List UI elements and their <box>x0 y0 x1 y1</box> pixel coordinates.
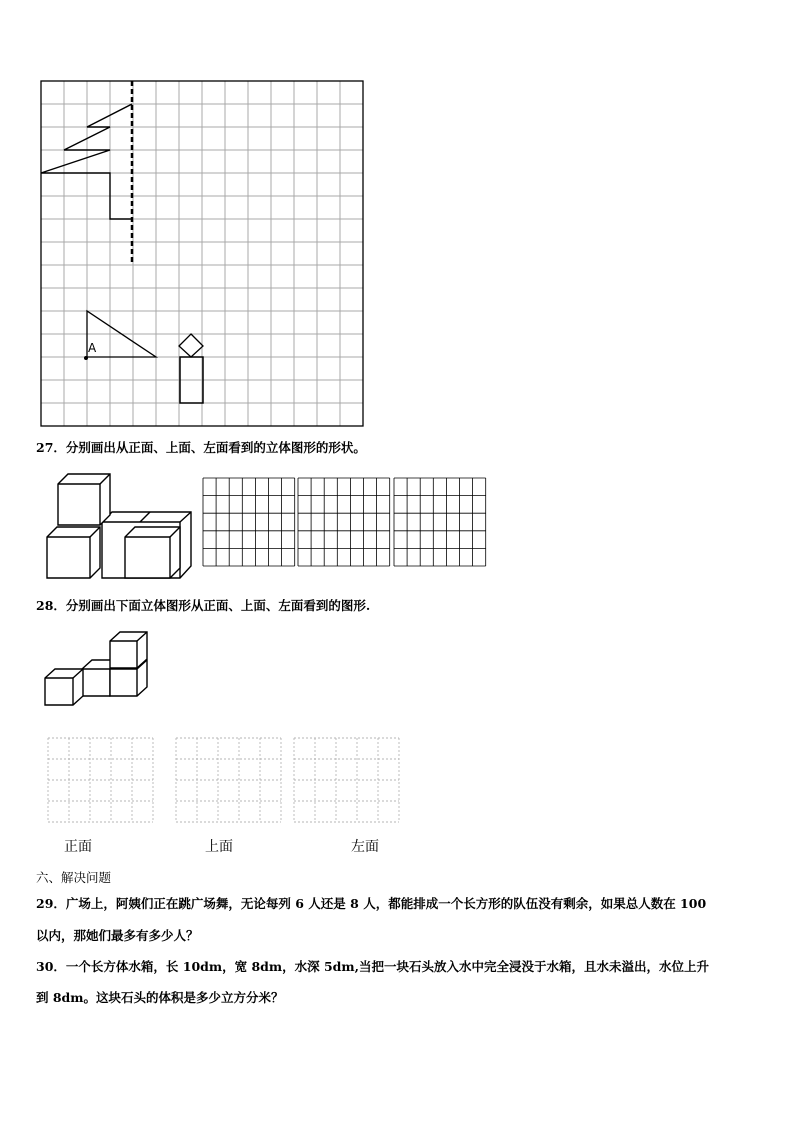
point-a-label: A <box>88 341 97 355</box>
section6-title: 六、解决问题 <box>36 870 112 885</box>
q28-label-front: 正面 <box>64 839 92 855</box>
q30-line2: 到 8dm。这块石头的体积是多少立方分米？ <box>36 990 284 1005</box>
q29-line2: 以内，那她们最多有多少人？ <box>36 928 199 943</box>
q28-text: 28．分别画出下面立体图形从正面、上面、左面看到的图形. <box>36 598 371 613</box>
q28-label-left: 左面 <box>351 839 379 855</box>
q28-label-top: 上面 <box>205 839 233 855</box>
q29-line1: 29．广场上，阿姨们正在跳广场舞，无论每列 6 人还是 8 人，都能排成一个长方形的队伍没有剩余，如果总人数在 100 <box>36 896 707 911</box>
q27-text: 27．分别画出从正面、上面、左面看到的立体图形的形状。 <box>36 440 366 455</box>
q30-line1: 30．一个长方体水箱，长 10dm，宽 8dm，水深 5dm,当把一块石头放入水中完全浸没于水箱，且水未溢出，水位上升 <box>36 959 709 974</box>
